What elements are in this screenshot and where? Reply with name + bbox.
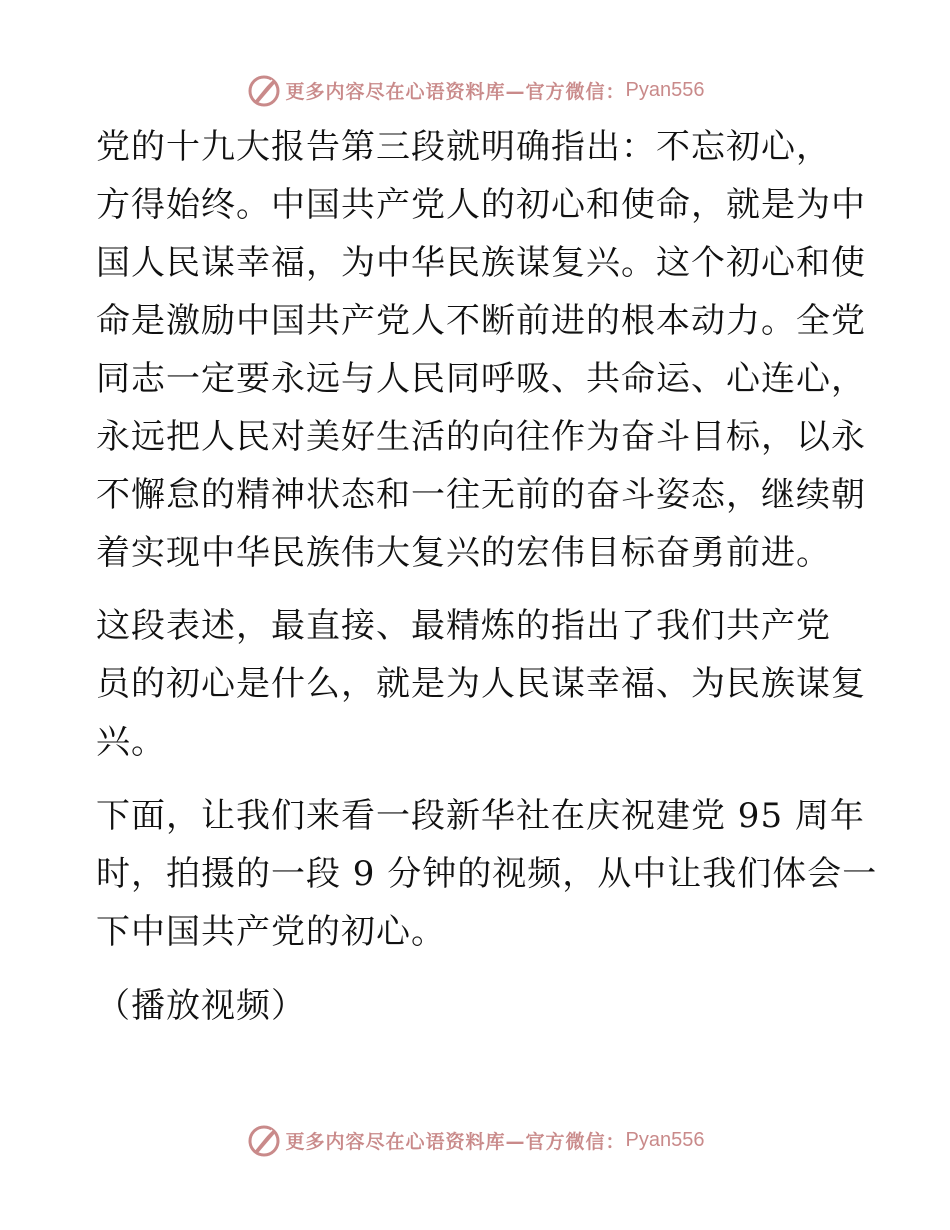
watermark-text-en: Pyan556 xyxy=(625,78,705,101)
paragraph-3 xyxy=(96,787,878,961)
paragraph-4 xyxy=(96,977,856,1035)
paragraph-1 xyxy=(96,118,866,582)
watermark-text-cn: 更多内容尽在心语资料库—官方微信： xyxy=(285,1130,626,1153)
text-line: 时，拍摄的一段 9 分钟的视频，从中让我们体会一 xyxy=(96,854,878,894)
text-line: 同志一定要永远与人民同呼吸、共命运、心连心， xyxy=(96,359,866,399)
header-watermark xyxy=(0,70,950,110)
watermark-text-cn: 更多内容尽在心语资料库—官方微信： xyxy=(285,80,626,103)
text-line: 永远把人民对美好生活的向往作为奋斗目标，以永 xyxy=(96,417,866,457)
text-line: 员的初心是什么，就是为人民谋幸福、为民族谋复 xyxy=(96,664,866,704)
text-line: 党的十九大报告第三段就明确指出：不忘初心， xyxy=(96,127,831,167)
text-line: 兴。 xyxy=(96,722,166,762)
document-body xyxy=(96,118,878,1035)
quill-logo-icon xyxy=(246,72,282,108)
footer-watermark xyxy=(0,1120,950,1160)
text-line: （播放视频） xyxy=(96,986,306,1026)
text-line: 下面，让我们来看一段新华社在庆祝建党 95 周年 xyxy=(96,796,865,836)
text-line: 命是激励中国共产党人不断前进的根本动力。全党 xyxy=(96,301,866,341)
text-line: 方得始终。中国共产党人的初心和使命，就是为中 xyxy=(96,185,866,225)
text-line: 下中国共产党的初心。 xyxy=(96,912,446,952)
text-line: 着实现中华民族伟大复兴的宏伟目标奋勇前进。 xyxy=(96,533,831,573)
quill-logo-icon xyxy=(246,1122,282,1158)
text-line: 不懈怠的精神状态和一往无前的奋斗姿态，继续朝 xyxy=(96,475,866,515)
paragraph-2 xyxy=(96,597,866,771)
watermark-text-en: Pyan556 xyxy=(625,1128,705,1151)
text-line: 国人民谋幸福，为中华民族谋复兴。这个初心和使 xyxy=(96,243,866,283)
text-line: 这段表述，最直接、最精炼的指出了我们共产党 xyxy=(96,606,831,646)
